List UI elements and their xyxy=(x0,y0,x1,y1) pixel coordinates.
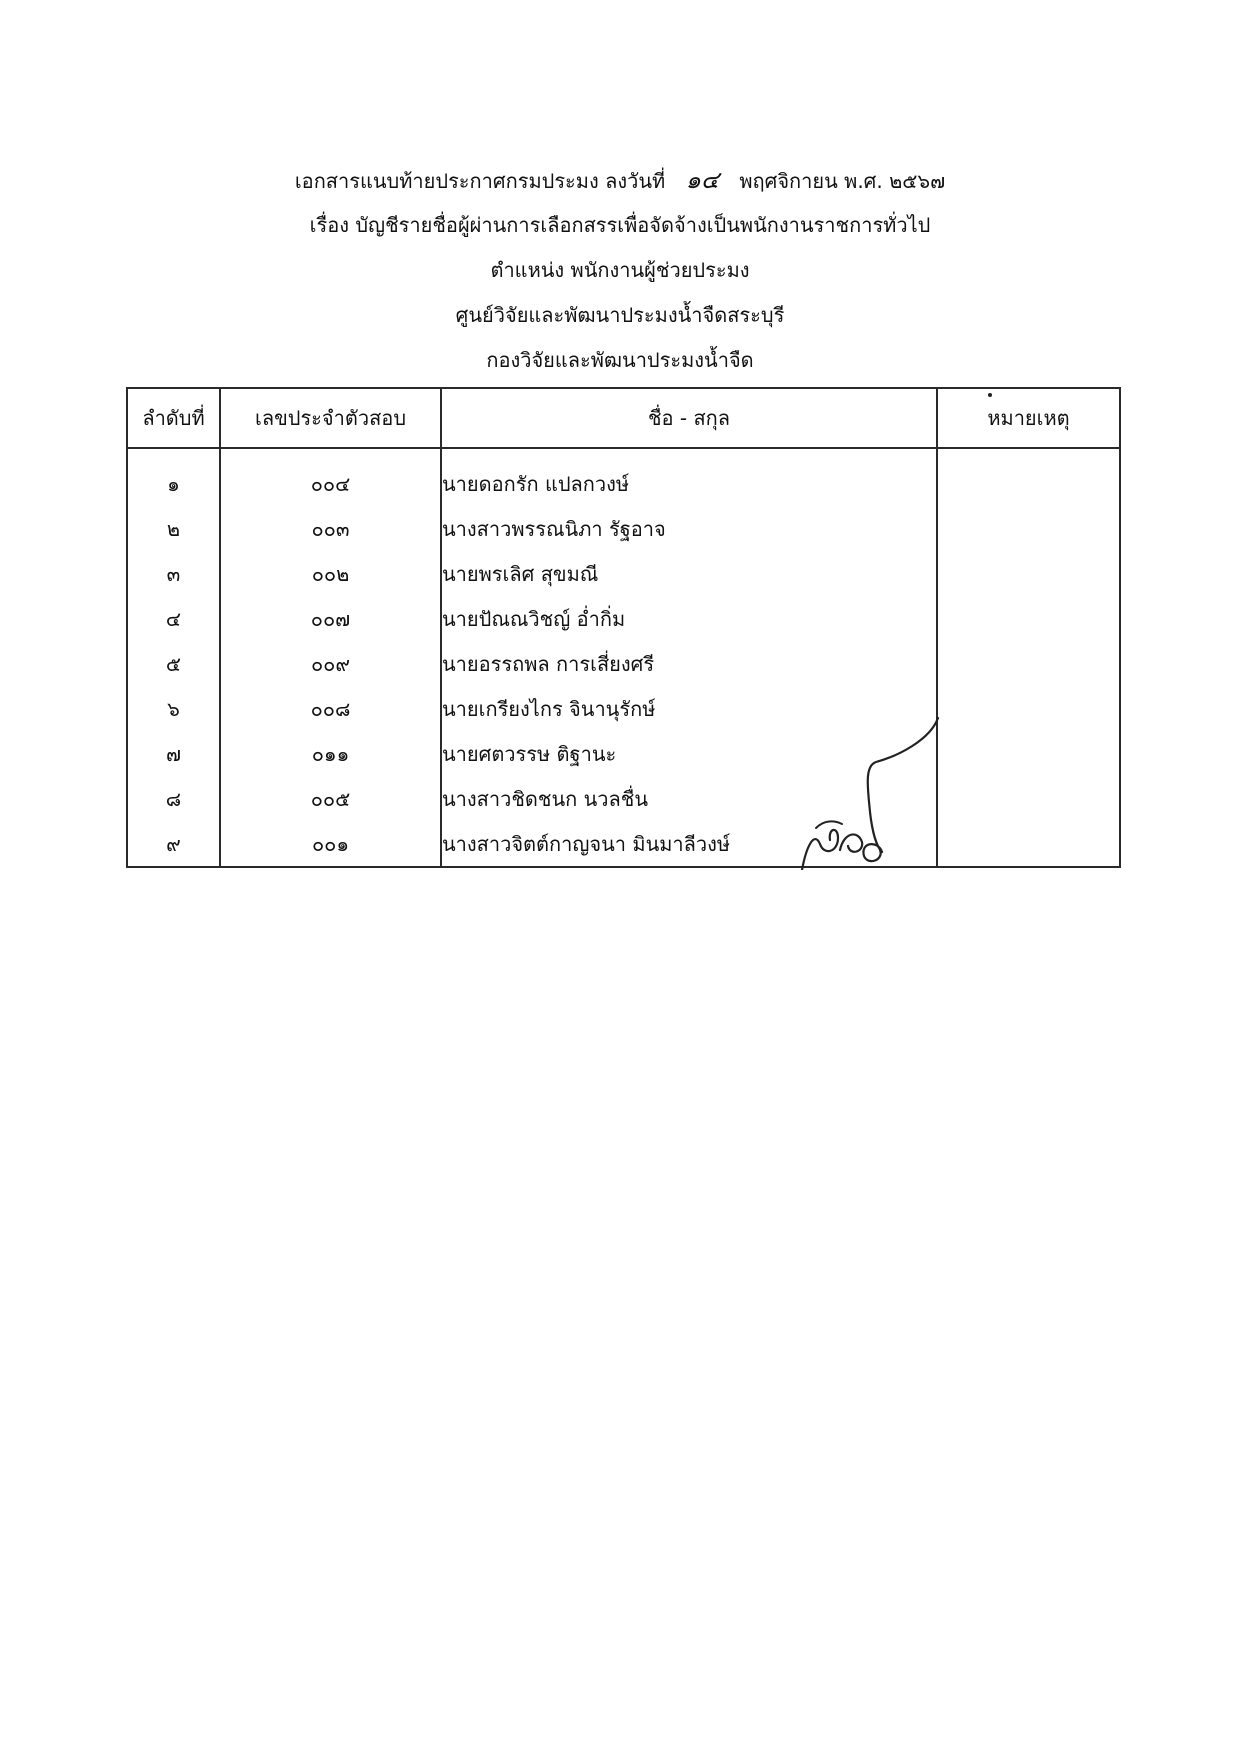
table-row xyxy=(127,551,1120,596)
header-no: ลำดับที่ xyxy=(127,388,220,448)
cell-exam-id: ๐๐๒ xyxy=(220,551,441,596)
cell-remark xyxy=(937,551,1120,596)
cell-no: ๕ xyxy=(127,641,220,686)
table-header-row xyxy=(127,388,1120,448)
table-row xyxy=(127,506,1120,551)
header-center-line: ศูนย์วิจัยและพัฒนาประมงน้ำจืดสระบุรี xyxy=(455,303,785,327)
table-row xyxy=(127,448,1120,506)
signature-initials xyxy=(780,700,970,870)
document-header xyxy=(0,158,1240,383)
header-subject-line: เรื่อง บัญชีรายชื่อผู้ผ่านการเลือกสรรเพื่อจัดจ้างเป็นพนักงานราชการทั่วไป xyxy=(309,213,931,237)
cell-exam-id: ๐๐๙ xyxy=(220,641,441,686)
header-date-line xyxy=(0,158,1240,203)
cell-name: นางสาวพรรณนิภา รัฐอาจ xyxy=(441,506,937,551)
header-line1-after: พฤศจิกายน พ.ศ. ๒๕๖๗ xyxy=(739,169,946,193)
cell-name: นายพรเลิศ สุขมณี xyxy=(441,551,937,596)
table-row xyxy=(127,776,1120,821)
header-position-line: ตำแหน่ง พนักงานผู้ช่วยประมง xyxy=(490,258,750,282)
cell-remark xyxy=(937,596,1120,641)
table-row xyxy=(127,821,1120,867)
cell-remark xyxy=(937,506,1120,551)
header-remark: หมายเหตุ xyxy=(937,388,1120,448)
cell-name: นายดอกรัก แปลกวงษ์ xyxy=(441,448,937,506)
cell-name: นายอรรถพล การเสี่ยงศรี xyxy=(441,641,937,686)
cell-name: นางสาวจิตต์กาญจนา มินมาลีวงษ์ xyxy=(441,821,937,867)
handwritten-day: ๑๔ xyxy=(685,166,719,194)
cell-exam-id: ๐๐๘ xyxy=(220,686,441,731)
header-division-line: กองวิจัยและพัฒนาประมงน้ำจืด xyxy=(486,348,754,372)
cell-no: ๒ xyxy=(127,506,220,551)
table-body xyxy=(127,448,1120,867)
cell-name: นายศตวรรษ ติฐานะ xyxy=(441,731,937,776)
cell-exam-id: ๐๐๑ xyxy=(220,821,441,867)
cell-no: ๑ xyxy=(127,448,220,506)
cell-remark xyxy=(937,641,1120,686)
header-line1-before: เอกสารแนบท้ายประกาศกรมประมง ลงวันที่ xyxy=(294,169,666,193)
table-row xyxy=(127,641,1120,686)
table-row xyxy=(127,731,1120,776)
candidate-table xyxy=(126,387,1121,868)
cell-no: ๙ xyxy=(127,821,220,867)
table-row xyxy=(127,686,1120,731)
cell-exam-id: ๐๐๗ xyxy=(220,596,441,641)
cell-name: นางสาวชิดชนก นวลชื่น xyxy=(441,776,937,821)
cell-no: ๗ xyxy=(127,731,220,776)
cell-exam-id: ๐๐๔ xyxy=(220,448,441,506)
cell-no: ๔ xyxy=(127,596,220,641)
cell-no: ๖ xyxy=(127,686,220,731)
cell-no: ๘ xyxy=(127,776,220,821)
cell-name: นายปัณณวิชญ์ อ่ำกิ่ม xyxy=(441,596,937,641)
cell-no: ๓ xyxy=(127,551,220,596)
cell-exam-id: ๐๑๑ xyxy=(220,731,441,776)
cell-exam-id: ๐๐๓ xyxy=(220,506,441,551)
header-exam-id: เลขประจำตัวสอบ xyxy=(220,388,441,448)
cell-name: นายเกรียงไกร จินานุรักษ์ xyxy=(441,686,937,731)
cell-exam-id: ๐๐๕ xyxy=(220,776,441,821)
cell-remark xyxy=(937,448,1120,506)
header-name: ชื่อ - สกุล xyxy=(441,388,937,448)
table-row xyxy=(127,596,1120,641)
